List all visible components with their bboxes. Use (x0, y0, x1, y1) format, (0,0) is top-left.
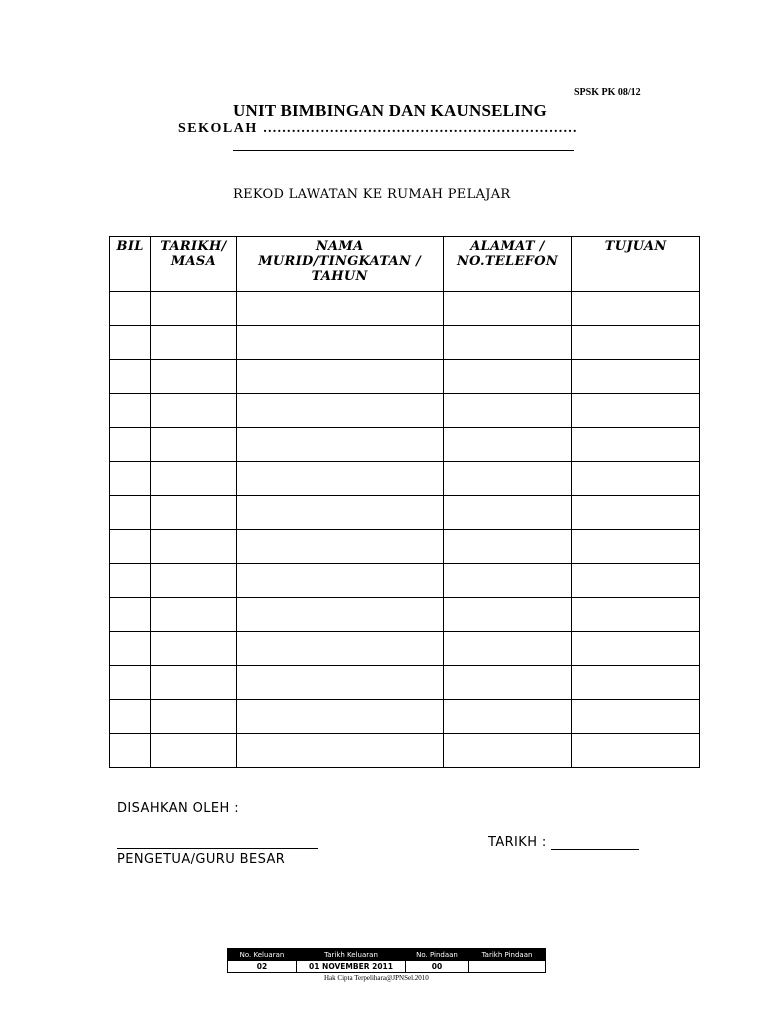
table-cell[interactable] (443, 530, 572, 564)
table-cell[interactable] (110, 564, 151, 598)
signature-role: PENGETUA/GURU BESAR (117, 852, 286, 867)
date-field (488, 835, 639, 850)
header-bil (110, 237, 151, 292)
table-cell[interactable] (110, 428, 151, 462)
control-value-cell: 00 (406, 961, 469, 973)
table-cell[interactable] (236, 734, 443, 768)
table-cell[interactable] (236, 428, 443, 462)
table-cell[interactable] (443, 700, 572, 734)
table-row (110, 598, 700, 632)
table-cell[interactable] (110, 360, 151, 394)
document-control-table (227, 948, 546, 973)
table-cell[interactable] (443, 360, 572, 394)
control-header-cell: Tarikh Pindaan (469, 949, 546, 961)
control-header-row (228, 949, 546, 961)
form-code: SPSK PK 08/12 (574, 87, 641, 98)
school-dots: ………………………………………………………… (262, 121, 578, 136)
title-underline (233, 150, 574, 151)
header-tarikh-line-2: MASA (170, 254, 216, 269)
table-cell[interactable] (572, 394, 700, 428)
table-cell[interactable] (443, 666, 572, 700)
table-cell[interactable] (236, 530, 443, 564)
table-cell[interactable] (110, 700, 151, 734)
table-cell[interactable] (572, 598, 700, 632)
table-cell[interactable] (151, 462, 236, 496)
control-value-cell: 01 NOVEMBER 2011 (297, 961, 406, 973)
date-label: TARIKH : (488, 835, 547, 850)
table-cell[interactable] (151, 530, 236, 564)
copyright-text: Hak Cipta Terpelihara@JPNSel.2010 (324, 974, 429, 982)
header-alamat-line-2: NO.TELEFON (456, 254, 559, 269)
table-cell[interactable] (236, 598, 443, 632)
table-cell[interactable] (110, 734, 151, 768)
header-bil-text: BIL (116, 239, 144, 254)
control-header-cell: No. Pindaan (406, 949, 469, 961)
table-cell[interactable] (236, 360, 443, 394)
table-row (110, 632, 700, 666)
table-cell[interactable] (151, 734, 236, 768)
table-cell[interactable] (572, 428, 700, 462)
control-value-cell (469, 961, 546, 973)
table-cell[interactable] (572, 496, 700, 530)
table-row (110, 700, 700, 734)
control-value-cell: 02 (228, 961, 297, 973)
table-row (110, 496, 700, 530)
table-cell[interactable] (572, 666, 700, 700)
table-row (110, 394, 700, 428)
table-cell[interactable] (151, 360, 236, 394)
table-row (110, 530, 700, 564)
table-cell[interactable] (236, 462, 443, 496)
table-cell[interactable] (151, 700, 236, 734)
table-cell[interactable] (572, 326, 700, 360)
table-cell[interactable] (236, 292, 443, 326)
table-cell[interactable] (443, 292, 572, 326)
table-cell[interactable] (572, 564, 700, 598)
table-cell[interactable] (572, 530, 700, 564)
table-cell[interactable] (572, 292, 700, 326)
table-cell[interactable] (236, 632, 443, 666)
table-row (110, 564, 700, 598)
table-row (110, 428, 700, 462)
table-cell[interactable] (151, 326, 236, 360)
header-nama-line-1: NAMA (315, 239, 364, 254)
header-tarikh-line-1: TARIKH/ (160, 239, 227, 254)
approved-by-label: DISAHKAN OLEH : (117, 801, 240, 816)
table-cell[interactable] (151, 564, 236, 598)
signature-line (117, 848, 318, 849)
header-tujuan (572, 237, 700, 292)
unit-title: UNIT BIMBINGAN DAN KAUNSELING (233, 101, 547, 120)
control-header-cell: No. Keluaran (228, 949, 297, 961)
table-cell[interactable] (443, 632, 572, 666)
table-row (110, 292, 700, 326)
table-cell[interactable] (236, 666, 443, 700)
table-cell[interactable] (110, 632, 151, 666)
table-cell[interactable] (151, 598, 236, 632)
table-cell[interactable] (110, 292, 151, 326)
header-alamat (443, 237, 572, 292)
table-cell[interactable] (572, 734, 700, 768)
table-cell[interactable] (236, 700, 443, 734)
table-row (110, 734, 700, 768)
table-cell[interactable] (110, 598, 151, 632)
table-cell[interactable] (236, 496, 443, 530)
header-nama (236, 237, 443, 292)
table-cell[interactable] (151, 666, 236, 700)
header-tarikh-masa (151, 237, 236, 292)
table-cell[interactable] (151, 496, 236, 530)
table-cell[interactable] (572, 632, 700, 666)
table-row (110, 462, 700, 496)
table-cell[interactable] (151, 428, 236, 462)
table-row (110, 666, 700, 700)
table-cell[interactable] (443, 326, 572, 360)
table-header-row (110, 237, 700, 292)
header-alamat-line-1: ALAMAT / (470, 239, 545, 254)
visit-record-table (109, 236, 700, 768)
table-cell[interactable] (443, 428, 572, 462)
table-cell[interactable] (236, 564, 443, 598)
table-cell[interactable] (151, 632, 236, 666)
date-line (551, 837, 639, 850)
table-cell[interactable] (151, 292, 236, 326)
header-nama-line-3: TAHUN (311, 269, 368, 284)
school-label: SEKOLAH (178, 121, 258, 136)
form-title: REKOD LAWATAN KE RUMAH PELAJAR (233, 187, 511, 202)
table-cell[interactable] (236, 326, 443, 360)
table-cell[interactable] (236, 394, 443, 428)
table-row (110, 326, 700, 360)
table-cell[interactable] (572, 700, 700, 734)
header-nama-line-2: MURID/TINGKATAN / (258, 254, 422, 269)
header-tujuan-text: TUJUAN (604, 239, 667, 254)
table-cell[interactable] (443, 394, 572, 428)
table-cell[interactable] (151, 394, 236, 428)
table-cell[interactable] (110, 462, 151, 496)
table-cell[interactable] (110, 666, 151, 700)
table-cell[interactable] (572, 360, 700, 394)
table-row (110, 360, 700, 394)
table-cell[interactable] (110, 530, 151, 564)
table-cell[interactable] (443, 496, 572, 530)
table-cell[interactable] (110, 496, 151, 530)
table-cell[interactable] (110, 326, 151, 360)
table-cell[interactable] (110, 394, 151, 428)
table-cell[interactable] (443, 734, 572, 768)
table-cell[interactable] (572, 462, 700, 496)
table-cell[interactable] (443, 564, 572, 598)
school-line (178, 121, 577, 137)
control-header-cell: Tarikh Keluaran (297, 949, 406, 961)
table-cell[interactable] (443, 598, 572, 632)
table-cell[interactable] (443, 462, 572, 496)
control-value-row (228, 961, 546, 973)
